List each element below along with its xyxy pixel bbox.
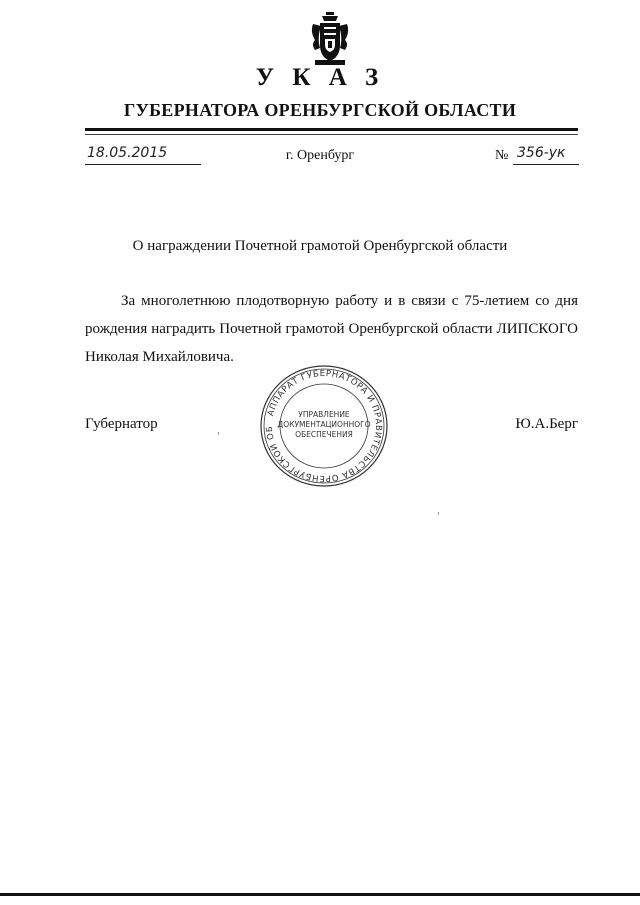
- date-value: 18.05.2015: [87, 145, 168, 161]
- signer-role: Губернатор: [85, 416, 158, 432]
- header-rule-thin: [85, 134, 578, 135]
- signer-name: Ю.А.Берг: [515, 416, 578, 432]
- stamp-ring-text: АППАРАТ ГУБЕРНАТОРА И ПРАВИТЕЛЬСТВА ОРЕНБУРГСКОЙ ОБ: [264, 368, 384, 484]
- stamp-center-text: [266, 410, 382, 440]
- page-bottom-border: [0, 893, 640, 896]
- stamp-line-1: УПРАВЛЕНИЕ: [298, 410, 350, 419]
- stamp-line-2: ДОКУМЕНТАЦИОННОГО: [277, 420, 371, 429]
- coat-of-arms-icon: [309, 12, 351, 68]
- stamp-line-3: ОБЕСПЕЧЕНИЯ: [295, 430, 353, 439]
- issuer-subtitle: ГУБЕРНАТОРА ОРЕНБУРГСКОЙ ОБЛАСТИ: [123, 100, 517, 120]
- number-value: 356-ук: [517, 145, 566, 161]
- number-field: [513, 147, 579, 165]
- document-body: За многолетнюю плодотворную работу и в связи с 75-летием со дня рождения наградить Почетной грамотой Оренбургской области ЛИПСКОГО Николая Михайловича.: [85, 293, 578, 365]
- city-label: г. Оренбург: [285, 148, 355, 163]
- scan-speck: [218, 432, 219, 435]
- document-heading: О награждении Почетной грамотой Оренбургской области: [132, 238, 508, 254]
- document-type-title: У К А З: [255, 64, 385, 91]
- header-rule-thick: [85, 128, 578, 131]
- number-label: №: [495, 148, 509, 163]
- scan-speck: [438, 512, 439, 515]
